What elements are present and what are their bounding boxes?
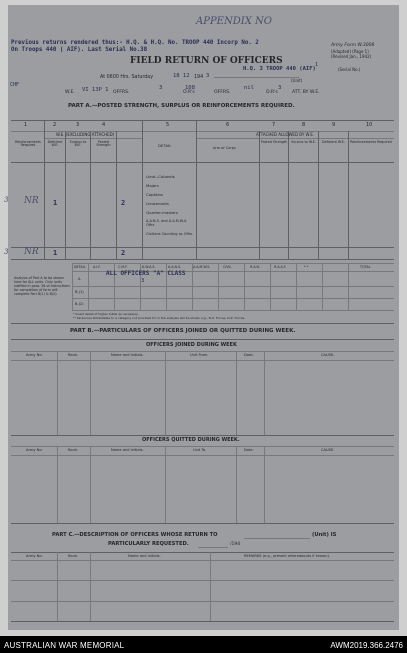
unit-underline: [214, 77, 299, 78]
row-deficient: 1: [53, 199, 58, 207]
footer-institution: AUSTRALIAN WAR MEMORIAL: [4, 641, 125, 650]
sub-table-row-b1: [72, 298, 394, 299]
sub-detail-header: DETAIL: [74, 265, 86, 269]
sub-header-aif: A.I.F.: [93, 265, 101, 269]
sub-row-b1: B.(1): [75, 290, 84, 294]
part-c-table-top: [11, 552, 394, 553]
header-surplus-right: Surplus to W.E.: [291, 140, 316, 144]
total-deficient: 1: [53, 249, 58, 257]
form-title: FIELD RETURN OF OFFICERS: [130, 56, 283, 66]
total-hand-left: 3: [4, 248, 9, 256]
date-value: 18 12: [173, 73, 190, 79]
sub-col-7: [244, 263, 245, 310]
joined-top: [11, 339, 394, 340]
part-c-header-remarks: REMARKS (e.g., present whereabouts if known).: [244, 554, 331, 558]
col-num-2: 2: [53, 122, 57, 128]
sub-col-0: [72, 263, 73, 310]
archive-footer: [0, 636, 407, 653]
serial-value: 1: [315, 62, 319, 68]
joined-header-name: Name and Initials.: [111, 353, 144, 357]
part-c-row-2: [11, 601, 394, 602]
part-b-heading: PART B.—PARTICULARS OF OFFICERS JOINED OR QUITTED DURING WEEK.: [70, 328, 296, 334]
sub-header-aamws: A.A.M.W.S.: [193, 265, 211, 269]
form-adapted: (Adapted) (Page 1): [331, 49, 369, 54]
quitted-col-1: [57, 446, 58, 523]
header-reinforcements-left: Reinforcements Required: [15, 140, 41, 148]
sub-header-awas: A.W.A.S.: [142, 265, 156, 269]
col-divider-8: [288, 131, 289, 259]
quitted-col-3: [165, 446, 166, 523]
part-c-unit-label: (Unit) IS: [312, 532, 337, 538]
offrs-label: OFFRS.: [113, 90, 130, 95]
table-a-total-bottom: [11, 259, 394, 260]
sub-col-5: [192, 263, 193, 310]
quitted-header-date: Date.: [244, 448, 254, 452]
or2-label: O.R's: [266, 90, 278, 95]
part-c-row-1: [11, 580, 394, 581]
sub-table-row-b2: [72, 310, 394, 311]
header-surplus-left: Surplus to W.E.: [69, 140, 87, 148]
header-detail: DETAIL: [158, 143, 172, 148]
total-hand-nr: NR: [24, 247, 39, 257]
year-value: 3: [206, 73, 210, 79]
part-a-heading: PART A.—POSTED STRENGTH, SURPLUS OR REINFORCEMENTS REQUIRED.: [68, 103, 295, 109]
quitted-col-2: [90, 446, 91, 523]
quitted-col-4: [236, 446, 237, 523]
detail-lieut-colonels: Lieut.-Colonels: [146, 174, 175, 179]
col-divider-2: [65, 131, 66, 259]
part-c-heading: PART C.—DESCRIPTION OF OFFICERS WHOSE RETURN TO: [52, 532, 218, 538]
offrs2-value: nil: [244, 85, 254, 91]
quitted-header-army-no: Army No.: [26, 448, 43, 452]
col-divider-4: [116, 131, 117, 259]
quitted-bottom: [11, 523, 394, 524]
detail-captains: Captains: [146, 192, 164, 197]
typed-header-line2: On Troops 440 ( AIF). Last Serial No.38: [11, 47, 148, 53]
part-c-unit-underline: [244, 538, 310, 539]
unit-label: (Unit): [291, 78, 303, 83]
sub-header-raaf: R.A.A.F.: [274, 265, 287, 269]
detail-civilians: Civilians Counting as Offrs.: [146, 232, 194, 236]
joined-col-2: [90, 351, 91, 435]
sub-table-top: [72, 263, 394, 264]
header-deficient-right: Deficient W.E.: [322, 140, 345, 144]
col-num-5: 5: [166, 122, 170, 128]
joined-header-army-no: Army No.: [26, 353, 43, 357]
sub-col-10: [322, 263, 323, 310]
analysis-note: Analysis of Part A to be shown here for ALL units. Only units notified in para. 26 of instructions for completion of form will complete Part B(1) & B(2).: [14, 276, 70, 296]
joined-col-4: [236, 351, 237, 435]
joined-header-date: Date.: [244, 353, 254, 357]
table-a-top: [11, 120, 394, 121]
serial-label: (Serial No.): [338, 67, 361, 72]
col-divider-7: [259, 131, 260, 259]
sub-col-9: [296, 263, 297, 310]
header-reinforcements-right: Reinforcements Required: [350, 140, 392, 144]
row-hand-left: 3: [4, 196, 9, 204]
part-c-year: /194: [230, 542, 241, 547]
we-group-header: W.E. (EXCLUDING ATTACHED): [56, 132, 115, 137]
sub-col-8: [270, 263, 271, 310]
we-label: W.E.: [65, 90, 75, 95]
col-divider-10: [348, 131, 349, 259]
joined-header-bottom: [11, 360, 394, 361]
quitted-title-bottom: [11, 446, 394, 447]
total-posted: 2: [121, 249, 126, 257]
part-c-header-name: Name and Initials.: [128, 554, 161, 558]
part-c-header-rank: Rank.: [68, 554, 79, 558]
table-a-body-bottom: [11, 247, 394, 248]
we-prefix-typed: CHF: [10, 82, 20, 88]
joined-bottom: [11, 435, 394, 436]
part-c-requested: PARTICULARLY REQUESTED.: [108, 541, 189, 547]
appendix-annotation: APPENDIX NO: [196, 16, 272, 27]
detail-majors: Majors: [146, 183, 159, 188]
year-prefix: 194: [194, 75, 204, 80]
att-label: ATT. BY W.E.: [292, 90, 320, 95]
header-deficient-left: Deficient W.E.: [47, 140, 63, 148]
sub-header-total: TOTAL: [360, 265, 371, 269]
sub-header-civil: CIVIL: [223, 265, 232, 269]
joined-title: OFFICERS JOINED DURING WEEK: [146, 342, 237, 348]
footer-accession-number: AWM2019.366.2476: [330, 641, 403, 650]
sub-header-stars: * *: [304, 265, 309, 269]
quitted-header-bottom: [11, 455, 394, 456]
part-c-table-bottom: [11, 621, 394, 622]
form-revised: (Revised Jan., 1942): [331, 54, 372, 59]
part-a-end-rule: [11, 323, 394, 324]
sub-row-a: A: [78, 277, 81, 281]
detail-aans-aamws: A.A.N.S. and A.A.M.W.S. Offrs: [146, 219, 188, 227]
joined-title-bottom: [11, 351, 394, 352]
sub-header-aans: A.A.N.S.: [168, 265, 182, 269]
joined-col-1: [57, 351, 58, 435]
row-hand-nr: NR: [24, 196, 39, 206]
joined-header-unit-from: Unit From.: [190, 353, 209, 357]
quitted-header-unit-to: Unit To.: [193, 448, 207, 452]
row-posted: 2: [121, 199, 126, 207]
header-posted-left: Posted Strength: [96, 140, 111, 148]
or-value: 108: [185, 85, 195, 91]
form-name: Army Form W.3008: [331, 43, 375, 48]
col-num-9: 9: [332, 122, 336, 128]
col-num-7: 7: [272, 122, 276, 128]
detail-quarter-masters: Quarter-masters: [146, 210, 178, 215]
footnote-2: ** Personnel attributable to a category not provided for in the analysis will be shown e.g., N.Z. Forces, N.Z. Forces.: [73, 316, 246, 320]
sub-col-6: [218, 263, 219, 310]
col-divider-5: [142, 120, 143, 259]
form-sheet: [4, 5, 399, 630]
sub-col-11: [348, 263, 349, 310]
col-num-10: 10: [366, 122, 373, 128]
part-c-header-army-no: Army No.: [26, 554, 43, 558]
date-prefix: At 0600 Hrs. Saturday: [100, 75, 154, 80]
we-group-line: [44, 138, 142, 139]
col-divider-6: [196, 120, 197, 259]
sub-typed-value: 3: [141, 278, 145, 284]
part-c-header-bottom: [11, 560, 394, 561]
sub-typed-all-officers: ALL OFFICERS "A" CLASS: [106, 270, 186, 277]
sub-col-1: [88, 263, 89, 310]
typed-header-line1: Previous returns rendered thus:- H.Q. & H.Q. No. TROOP 440 Incorp No. 2: [11, 40, 259, 46]
col-num-4: 4: [102, 122, 106, 128]
footnote-1: * Insert detail of higher totals as necessary.: [73, 312, 139, 316]
quitted-header-rank: Rank.: [68, 448, 79, 452]
col-divider-9: [318, 131, 319, 259]
col-num-6: 6: [226, 122, 230, 128]
joined-header-cause: CAUSE.: [321, 353, 335, 357]
header-arm-of-corps: Arm of Corps: [213, 146, 236, 150]
sub-table-row-a: [72, 286, 394, 287]
sub-header-cmf: C.M.F.: [118, 265, 128, 269]
sub-header-ran: R.A.N.: [250, 265, 260, 269]
quitted-title: OFFICERS QUITTED DURING WEEK.: [142, 437, 240, 443]
part-c-col-2: [90, 552, 91, 621]
detail-lieutenants: Lieutenants: [146, 201, 169, 206]
offrs-value: 3: [159, 85, 163, 91]
joined-header-rank: Rank.: [68, 353, 79, 357]
header-posted-right: Posted Strength: [260, 140, 288, 144]
we-value: VI 13P 1: [82, 87, 109, 93]
joined-col-3: [165, 351, 166, 435]
col-divider-3: [90, 131, 91, 259]
joined-col-5: [264, 351, 265, 435]
col-num-1: 1: [24, 122, 28, 128]
table-a-header-bottom: [11, 162, 394, 163]
quitted-header-name: Name and Initials.: [111, 448, 144, 452]
quitted-header-cause: CAUSE.: [321, 448, 335, 452]
col-num-3: 3: [76, 122, 80, 128]
offrs2-label: OFFRS.: [214, 90, 231, 95]
part-c-col-3: [210, 552, 211, 621]
or2-value: 3: [278, 85, 282, 91]
col-num-8: 8: [302, 122, 306, 128]
att-group-line: [196, 138, 394, 139]
sub-row-b2: B.(2): [75, 302, 84, 306]
part-c-col-1: [57, 552, 58, 621]
part-c-date-underline: [198, 547, 228, 548]
quitted-col-5: [264, 446, 265, 523]
att-group-header: ATTACHED ALLOWED BY W.E.: [256, 132, 315, 137]
unit-typed: H.Q. 3 TROOP 440 (AIF): [243, 66, 316, 72]
or-label: O.R's: [183, 90, 195, 95]
